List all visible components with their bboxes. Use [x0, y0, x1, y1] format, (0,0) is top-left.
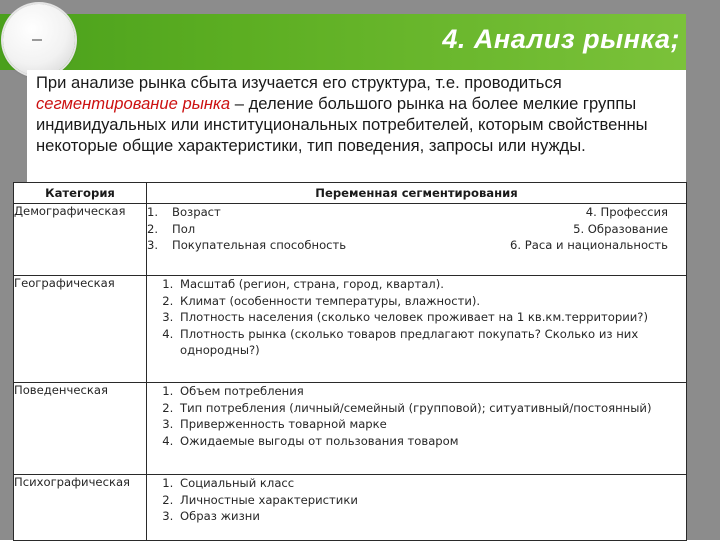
logo-dash-icon	[32, 39, 42, 41]
psychographic-item: 1. Социальный класс	[177, 475, 686, 492]
header-category: Категория	[14, 183, 147, 204]
category-psychographic: Психографическая	[14, 475, 147, 541]
table-row-geographic	[14, 276, 687, 383]
segmentation-table	[13, 182, 687, 541]
slide-title: 4. Анализ рынка;	[442, 24, 680, 54]
demographic-item: Покупательная способность	[172, 238, 347, 252]
behavioral-item: 1. Объем потребления	[177, 383, 686, 400]
table-row-psychographic	[14, 475, 687, 541]
category-demographic: Демографическая	[14, 204, 147, 276]
demographic-line-1: 1. Возраст 4. Профессия	[147, 204, 686, 221]
behavioral-item: 4. Ожидаемые выгоды от пользования товаром	[177, 433, 686, 450]
variables-demographic	[147, 204, 687, 276]
behavioral-item: 2. Тип потребления (личный/семейный (групповой); ситуативный/постоянный)	[177, 400, 686, 417]
demographic-item: Пол	[172, 221, 196, 236]
psychographic-item: 2. Личностные характеристики	[177, 492, 686, 509]
variables-geographic	[147, 276, 687, 383]
geographic-item: 4. Плотность рынка (сколько товаров предлагают покупать? Сколько из них однородны?)	[177, 326, 686, 359]
demographic-item: 4. Профессия	[585, 205, 668, 219]
table-row-demographic	[14, 204, 687, 276]
geographic-item: 1. Масштаб (регион, страна, город, квартал).	[177, 276, 686, 293]
table-row-behavioral	[14, 383, 687, 475]
intro-paragraph	[36, 72, 682, 156]
geographic-item: 3. Плотность населения (сколько человек проживает на 1 кв.км.территории?)	[177, 309, 686, 326]
frame-top	[0, 0, 720, 14]
variables-behavioral	[147, 383, 687, 475]
intro-text-1: При анализе рынка сбыта изучается его структура, т.е. проводиться	[36, 73, 562, 92]
intro-highlight: сегментирование рынка	[36, 94, 231, 113]
demographic-item: 6. Раса и национальность	[510, 238, 668, 252]
frame-right	[686, 0, 720, 540]
intro-text-2: – деление большого рынка на более мелкие группы индивидуальных или институциональных потребителей, которым свойственны некоторые общие характеристики, тип поведения, запросы или нужды.	[36, 94, 648, 155]
behavioral-item: 3. Приверженность товарной марке	[177, 416, 686, 433]
demographic-item: 5. Образование	[573, 221, 668, 236]
table-header-row	[14, 183, 687, 204]
demographic-line-3: 3. Покупательная способность 6. Раса и национальность	[147, 237, 686, 254]
variables-psychographic	[147, 475, 687, 541]
demographic-line-2: 2. Пол 5. Образование	[147, 221, 686, 238]
category-behavioral: Поведенческая	[14, 383, 147, 475]
geographic-item: 2. Климат (особенности температуры, влажности).	[177, 293, 686, 310]
psychographic-item: 3. Образ жизни	[177, 508, 686, 525]
header-variables: Переменная сегментирования	[147, 183, 687, 204]
category-geographic: Географическая	[14, 276, 147, 383]
demographic-item: Возраст	[172, 205, 221, 219]
